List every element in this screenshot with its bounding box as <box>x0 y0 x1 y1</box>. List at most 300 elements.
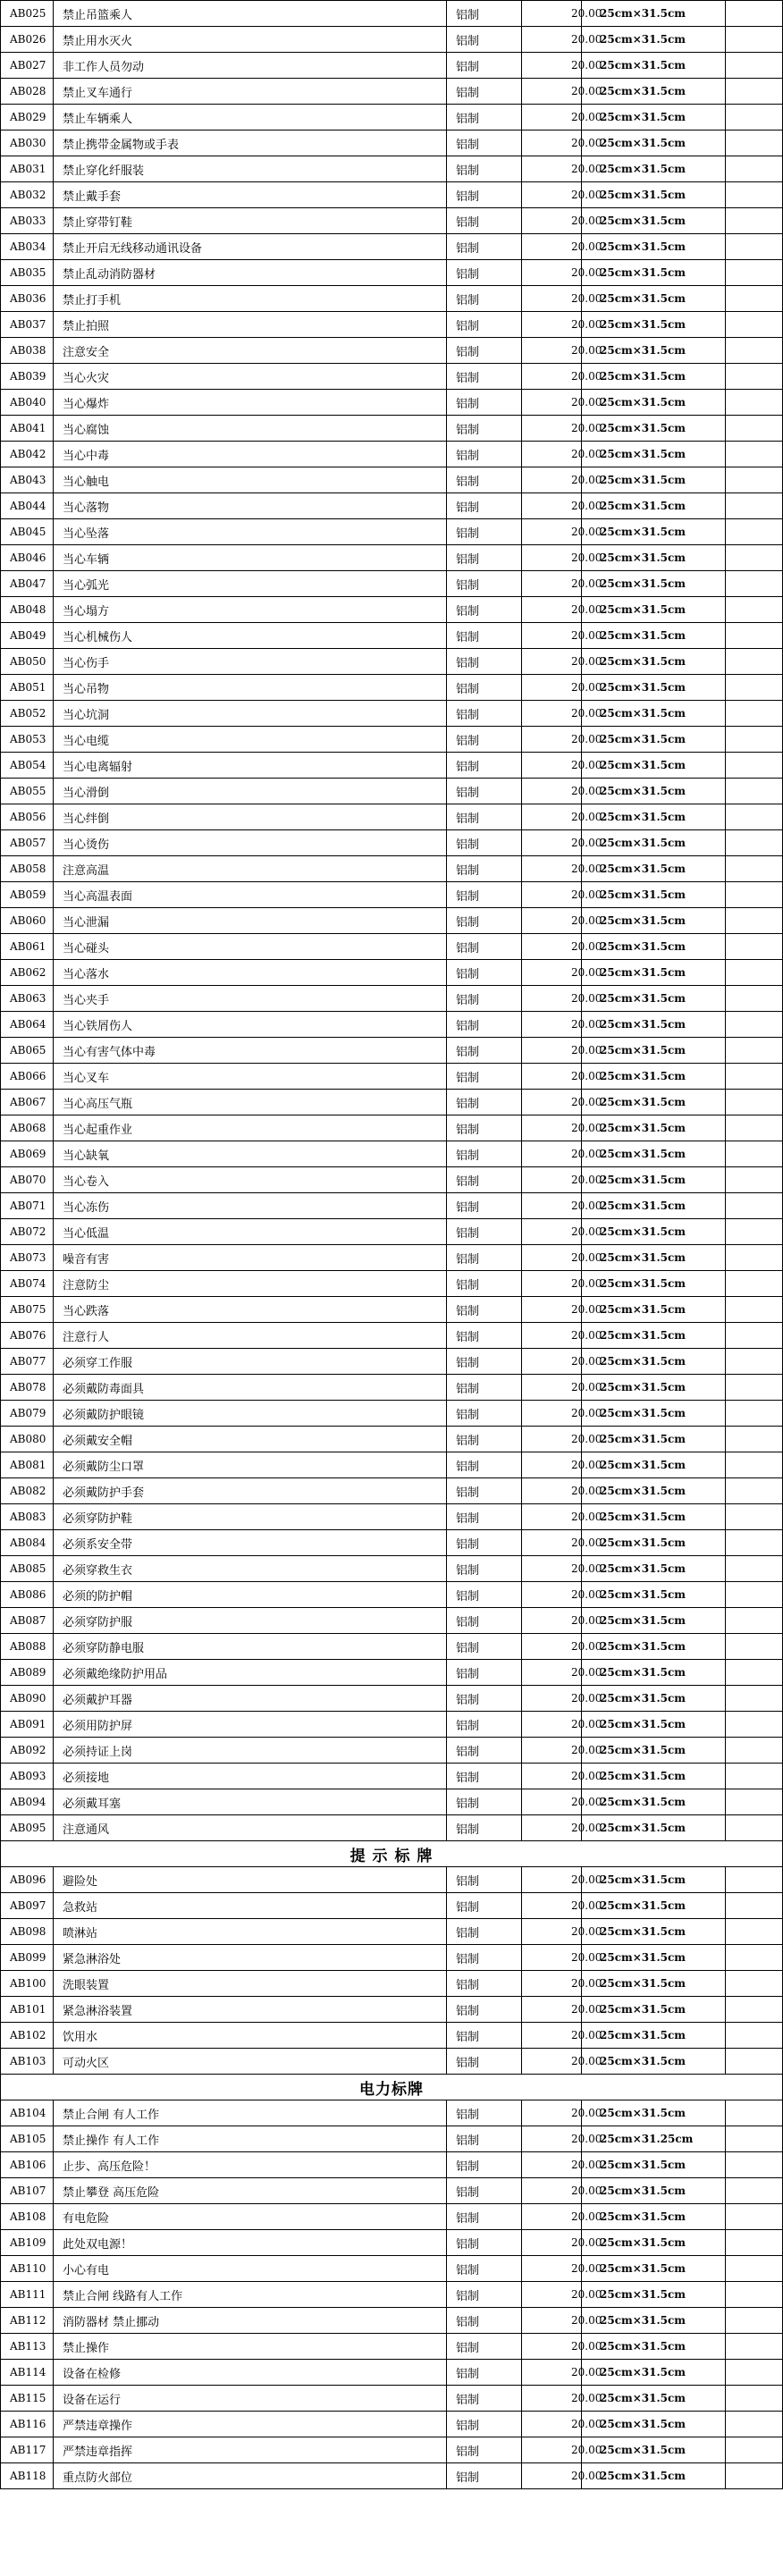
material-cell: 铝制 <box>447 1582 522 1608</box>
price-cell: 20.00 <box>522 130 582 156</box>
size-cell: 25cm×31.5cm <box>582 753 726 779</box>
blank-cell <box>726 1608 783 1634</box>
table-row <box>1 1297 783 1323</box>
price-cell: 20.00 <box>522 493 582 519</box>
price-cell: 20.00 <box>522 1789 582 1815</box>
material-cell: 铝制 <box>447 416 522 442</box>
blank-cell <box>726 1712 783 1738</box>
size-cell: 25cm×31.5cm <box>582 908 726 934</box>
item-code-cell: AB076 <box>1 1323 54 1349</box>
item-code-cell: AB113 <box>1 2334 54 2360</box>
material-cell: 铝制 <box>447 2256 522 2282</box>
blank-cell <box>726 1115 783 1141</box>
material-cell: 铝制 <box>447 1919 522 1945</box>
material-cell: 铝制 <box>447 1530 522 1556</box>
size-cell: 25cm×31.5cm <box>582 1297 726 1323</box>
blank-cell <box>726 753 783 779</box>
table-row <box>1 2256 783 2282</box>
table-row <box>1 1012 783 1038</box>
table-row <box>1 1556 783 1582</box>
material-cell: 铝制 <box>447 1712 522 1738</box>
blank-cell <box>726 2152 783 2178</box>
item-name-cell: 禁止操作 <box>54 2334 447 2360</box>
size-cell: 25cm×31.5cm <box>582 1997 726 2023</box>
blank-cell <box>726 519 783 545</box>
blank-cell <box>726 2360 783 2386</box>
size-cell: 25cm×31.5cm <box>582 1167 726 1193</box>
item-code-cell: AB030 <box>1 130 54 156</box>
price-cell: 20.00 <box>522 1064 582 1090</box>
price-cell: 20.00 <box>522 442 582 467</box>
table-row <box>1 416 783 442</box>
price-cell: 20.00 <box>522 1738 582 1764</box>
material-cell: 铝制 <box>447 1349 522 1375</box>
blank-cell <box>726 1245 783 1271</box>
table-row <box>1 2412 783 2437</box>
price-cell: 20.00 <box>522 571 582 597</box>
item-name-cell: 必须接地 <box>54 1764 447 1789</box>
price-cell: 20.00 <box>522 1012 582 1038</box>
item-name-cell: 可动火区 <box>54 2049 447 2075</box>
item-code-cell: AB103 <box>1 2049 54 2075</box>
item-name-cell: 当心绊倒 <box>54 804 447 830</box>
table-row <box>1 1090 783 1115</box>
size-cell: 25cm×31.5cm <box>582 260 726 286</box>
material-cell: 铝制 <box>447 2178 522 2204</box>
blank-cell <box>726 53 783 79</box>
blank-cell <box>726 727 783 753</box>
price-cell: 20.00 <box>522 1582 582 1608</box>
price-cell: 20.00 <box>522 79 582 105</box>
item-name-cell: 当心碰头 <box>54 934 447 960</box>
size-cell: 25cm×31.5cm <box>582 649 726 675</box>
size-cell: 25cm×31.5cm <box>582 1634 726 1660</box>
item-code-cell: AB088 <box>1 1634 54 1660</box>
size-cell: 25cm×31.5cm <box>582 1452 726 1478</box>
blank-cell <box>726 1945 783 1971</box>
item-code-cell: AB054 <box>1 753 54 779</box>
price-cell: 20.00 <box>522 416 582 442</box>
table-row <box>1 1271 783 1297</box>
item-name-cell: 严禁违章操作 <box>54 2412 447 2437</box>
material-cell: 铝制 <box>447 1012 522 1038</box>
material-cell: 铝制 <box>447 2023 522 2049</box>
item-name-cell: 当心机械伤人 <box>54 623 447 649</box>
table-row <box>1 1764 783 1789</box>
size-cell: 25cm×31.5cm <box>582 1686 726 1712</box>
price-cell: 20.00 <box>522 2386 582 2412</box>
price-cell: 20.00 <box>522 1608 582 1634</box>
price-cell: 20.00 <box>522 545 582 571</box>
price-cell: 20.00 <box>522 208 582 234</box>
material-cell: 铝制 <box>447 1064 522 1090</box>
item-name-cell: 紧急淋浴装置 <box>54 1997 447 2023</box>
material-cell: 铝制 <box>447 53 522 79</box>
size-cell: 25cm×31.5cm <box>582 519 726 545</box>
item-name-cell: 必须戴防护眼镜 <box>54 1401 447 1427</box>
price-cell: 20.00 <box>522 1038 582 1064</box>
item-name-cell: 当心有害气体中毒 <box>54 1038 447 1064</box>
blank-cell <box>726 804 783 830</box>
price-cell: 20.00 <box>522 1452 582 1478</box>
price-cell: 20.00 <box>522 1245 582 1271</box>
item-code-cell: AB069 <box>1 1141 54 1167</box>
table-row <box>1 1245 783 1271</box>
material-cell: 铝制 <box>447 1038 522 1064</box>
material-cell: 铝制 <box>447 623 522 649</box>
table-row <box>1 2282 783 2308</box>
price-cell: 20.00 <box>522 27 582 53</box>
table-row <box>1 2152 783 2178</box>
price-cell: 20.00 <box>522 2334 582 2360</box>
size-cell: 25cm×31.5cm <box>582 545 726 571</box>
item-name-cell: 当心跌落 <box>54 1297 447 1323</box>
material-cell: 铝制 <box>447 1660 522 1686</box>
item-code-cell: AB038 <box>1 338 54 364</box>
item-code-cell: AB043 <box>1 467 54 493</box>
material-cell: 铝制 <box>447 1789 522 1815</box>
item-code-cell: AB077 <box>1 1349 54 1375</box>
item-code-cell: AB071 <box>1 1193 54 1219</box>
size-cell: 25cm×31.5cm <box>582 1115 726 1141</box>
size-cell: 25cm×31.5cm <box>582 1738 726 1764</box>
blank-cell <box>726 2437 783 2463</box>
price-cell: 20.00 <box>522 2282 582 2308</box>
price-cell: 20.00 <box>522 2308 582 2334</box>
blank-cell <box>726 1634 783 1660</box>
size-cell: 25cm×31.5cm <box>582 53 726 79</box>
material-cell: 铝制 <box>447 2386 522 2412</box>
material-cell: 铝制 <box>447 1608 522 1634</box>
blank-cell <box>726 1090 783 1115</box>
material-cell: 铝制 <box>447 1297 522 1323</box>
material-cell: 铝制 <box>447 1271 522 1297</box>
item-code-cell: AB031 <box>1 156 54 182</box>
table-row <box>1 545 783 571</box>
item-name-cell: 当心夹手 <box>54 986 447 1012</box>
item-name-cell: 当心塌方 <box>54 597 447 623</box>
item-code-cell: AB049 <box>1 623 54 649</box>
size-cell: 25cm×31.5cm <box>582 442 726 467</box>
material-cell: 铝制 <box>447 1893 522 1919</box>
size-cell: 25cm×31.5cm <box>582 1245 726 1271</box>
item-code-cell: AB112 <box>1 2308 54 2334</box>
price-cell: 20.00 <box>522 1401 582 1427</box>
table-row <box>1 1608 783 1634</box>
item-name-cell: 止步、高压危险！ <box>54 2152 447 2178</box>
item-name-cell: 设备在检修 <box>54 2360 447 2386</box>
blank-cell <box>726 623 783 649</box>
item-code-cell: AB090 <box>1 1686 54 1712</box>
blank-cell <box>726 1375 783 1401</box>
size-cell: 25cm×31.5cm <box>582 416 726 442</box>
blank-cell <box>726 649 783 675</box>
table-row <box>1 1167 783 1193</box>
blank-cell <box>726 1997 783 2023</box>
item-name-cell: 当心电离辐射 <box>54 753 447 779</box>
size-cell: 25cm×31.5cm <box>582 1919 726 1945</box>
item-code-cell: AB035 <box>1 260 54 286</box>
table-row <box>1 1867 783 1893</box>
item-code-cell: AB053 <box>1 727 54 753</box>
item-name-cell: 必须戴护耳器 <box>54 1686 447 1712</box>
material-cell: 铝制 <box>447 519 522 545</box>
table-row <box>1 390 783 416</box>
item-name-cell: 禁止合闸 有人工作 <box>54 2100 447 2126</box>
material-cell: 铝制 <box>447 27 522 53</box>
item-code-cell: AB104 <box>1 2100 54 2126</box>
item-code-cell: AB079 <box>1 1401 54 1427</box>
material-cell: 铝制 <box>447 1141 522 1167</box>
section-title: 提 示 标 牌 <box>1 1841 783 1867</box>
size-cell: 25cm×31.5cm <box>582 727 726 753</box>
price-cell: 20.00 <box>522 1815 582 1841</box>
size-cell: 25cm×31.5cm <box>582 1764 726 1789</box>
size-cell: 25cm×31.5cm <box>582 105 726 130</box>
price-cell: 20.00 <box>522 1427 582 1452</box>
blank-cell <box>726 1582 783 1608</box>
price-cell: 20.00 <box>522 390 582 416</box>
blank-cell <box>726 1401 783 1427</box>
table-row <box>1 1945 783 1971</box>
material-cell: 铝制 <box>447 1556 522 1582</box>
table-row <box>1 364 783 390</box>
price-cell: 20.00 <box>522 779 582 804</box>
size-cell: 25cm×31.5cm <box>582 779 726 804</box>
item-code-cell: AB111 <box>1 2282 54 2308</box>
item-code-cell: AB106 <box>1 2152 54 2178</box>
blank-cell <box>726 1919 783 1945</box>
table-row <box>1 2204 783 2230</box>
table-row <box>1 960 783 986</box>
size-cell: 25cm×31.5cm <box>582 2178 726 2204</box>
item-code-cell: AB072 <box>1 1219 54 1245</box>
item-name-cell: 洗眼装置 <box>54 1971 447 1997</box>
item-code-cell: AB051 <box>1 675 54 701</box>
item-code-cell: AB026 <box>1 27 54 53</box>
item-name-cell: 当心高压气瓶 <box>54 1090 447 1115</box>
table-row <box>1 1582 783 1608</box>
item-code-cell: AB047 <box>1 571 54 597</box>
size-cell: 25cm×31.5cm <box>582 182 726 208</box>
size-cell: 25cm×31.5cm <box>582 882 726 908</box>
item-code-cell: AB044 <box>1 493 54 519</box>
item-name-cell: 当心坑洞 <box>54 701 447 727</box>
blank-cell <box>726 1893 783 1919</box>
item-name-cell: 必须穿防静电服 <box>54 1634 447 1660</box>
item-name-cell: 禁止乱动消防器材 <box>54 260 447 286</box>
blank-cell <box>726 2334 783 2360</box>
price-cell: 20.00 <box>522 2100 582 2126</box>
item-name-cell: 当心坠落 <box>54 519 447 545</box>
size-cell: 25cm×31.5cm <box>582 1660 726 1686</box>
table-row <box>1 856 783 882</box>
blank-cell <box>726 234 783 260</box>
price-cell: 20.00 <box>522 1219 582 1245</box>
item-name-cell: 当心落水 <box>54 960 447 986</box>
blank-cell <box>726 1427 783 1452</box>
material-cell: 铝制 <box>447 1945 522 1971</box>
item-name-cell: 紧急淋浴处 <box>54 1945 447 1971</box>
table-row <box>1 312 783 338</box>
table-row <box>1 130 783 156</box>
price-cell: 20.00 <box>522 856 582 882</box>
blank-cell <box>726 1556 783 1582</box>
price-cell: 20.00 <box>522 2463 582 2489</box>
table-row <box>1 701 783 727</box>
item-name-cell: 禁止穿化纤服装 <box>54 156 447 182</box>
item-code-cell: AB060 <box>1 908 54 934</box>
material-cell: 铝制 <box>447 1971 522 1997</box>
table-row <box>1 1634 783 1660</box>
table-row <box>1 338 783 364</box>
item-code-cell: AB102 <box>1 2023 54 2049</box>
price-cell: 20.00 <box>522 675 582 701</box>
item-code-cell: AB041 <box>1 416 54 442</box>
blank-cell <box>726 1297 783 1323</box>
price-cell: 20.00 <box>522 156 582 182</box>
price-cell: 20.00 <box>522 1 582 27</box>
material-cell: 铝制 <box>447 182 522 208</box>
price-cell: 20.00 <box>522 597 582 623</box>
price-cell: 20.00 <box>522 2204 582 2230</box>
blank-cell <box>726 286 783 312</box>
item-code-cell: AB084 <box>1 1530 54 1556</box>
item-code-cell: AB108 <box>1 2204 54 2230</box>
material-cell: 铝制 <box>447 960 522 986</box>
blank-cell <box>726 2126 783 2152</box>
section-title: 电力标牌 <box>1 2075 783 2100</box>
size-cell: 25cm×31.5cm <box>582 27 726 53</box>
item-code-cell: AB028 <box>1 79 54 105</box>
table-row <box>1 53 783 79</box>
table-row <box>1 727 783 753</box>
item-name-cell: 注意高温 <box>54 856 447 882</box>
material-cell: 铝制 <box>447 1738 522 1764</box>
price-cell: 20.00 <box>522 182 582 208</box>
item-code-cell: AB066 <box>1 1064 54 1090</box>
item-name-cell: 消防器材 禁止挪动 <box>54 2308 447 2334</box>
price-cell: 20.00 <box>522 1141 582 1167</box>
material-cell: 铝制 <box>447 727 522 753</box>
size-cell: 25cm×31.5cm <box>582 2463 726 2489</box>
blank-cell <box>726 1038 783 1064</box>
item-name-cell: 避险处 <box>54 1867 447 1893</box>
table-row <box>1 1789 783 1815</box>
material-cell: 铝制 <box>447 1193 522 1219</box>
size-cell: 25cm×31.5cm <box>582 2204 726 2230</box>
size-cell: 25cm×31.5cm <box>582 493 726 519</box>
size-cell: 25cm×31.5cm <box>582 571 726 597</box>
item-name-cell: 此处双电源！ <box>54 2230 447 2256</box>
size-cell: 25cm×31.5cm <box>582 1867 726 1893</box>
material-cell: 铝制 <box>447 2100 522 2126</box>
item-code-cell: AB082 <box>1 1478 54 1504</box>
item-code-cell: AB085 <box>1 1556 54 1582</box>
item-code-cell: AB052 <box>1 701 54 727</box>
item-name-cell: 必须戴防毒面具 <box>54 1375 447 1401</box>
item-code-cell: AB025 <box>1 1 54 27</box>
material-cell: 铝制 <box>447 2308 522 2334</box>
item-name-cell: 必须戴耳塞 <box>54 1789 447 1815</box>
price-cell: 20.00 <box>522 1893 582 1919</box>
item-code-cell: AB116 <box>1 2412 54 2437</box>
blank-cell <box>726 182 783 208</box>
table-row <box>1 1 783 27</box>
item-code-cell: AB064 <box>1 1012 54 1038</box>
price-cell: 20.00 <box>522 1971 582 1997</box>
material-cell: 铝制 <box>447 830 522 856</box>
item-name-cell: 当心中毒 <box>54 442 447 467</box>
table-row <box>1 649 783 675</box>
item-name-cell: 禁止用水灭火 <box>54 27 447 53</box>
size-cell: 25cm×31.5cm <box>582 1012 726 1038</box>
material-cell: 铝制 <box>447 1764 522 1789</box>
table-row <box>1 908 783 934</box>
material-cell: 铝制 <box>447 312 522 338</box>
material-cell: 铝制 <box>447 2463 522 2489</box>
item-name-cell: 必须系安全带 <box>54 1530 447 1556</box>
table-row <box>1 79 783 105</box>
item-code-cell: AB045 <box>1 519 54 545</box>
price-cell: 20.00 <box>522 2178 582 2204</box>
size-cell: 25cm×31.5cm <box>582 2152 726 2178</box>
blank-cell <box>726 2230 783 2256</box>
blank-cell <box>726 27 783 53</box>
size-cell: 25cm×31.5cm <box>582 1504 726 1530</box>
table-row <box>1 1219 783 1245</box>
material-cell: 铝制 <box>447 260 522 286</box>
price-cell: 20.00 <box>522 1634 582 1660</box>
price-cell: 20.00 <box>522 623 582 649</box>
price-cell: 20.00 <box>522 364 582 390</box>
table-row <box>1 286 783 312</box>
blank-cell <box>726 156 783 182</box>
size-cell: 25cm×31.5cm <box>582 1478 726 1504</box>
material-cell: 铝制 <box>447 105 522 130</box>
item-code-cell: AB033 <box>1 208 54 234</box>
item-name-cell: 禁止开启无线移动通讯设备 <box>54 234 447 260</box>
item-code-cell: AB042 <box>1 442 54 467</box>
table-row <box>1 1893 783 1919</box>
blank-cell <box>726 934 783 960</box>
price-cell: 20.00 <box>522 1867 582 1893</box>
size-cell: 25cm×31.5cm <box>582 1530 726 1556</box>
size-cell: 25cm×31.5cm <box>582 364 726 390</box>
blank-cell <box>726 856 783 882</box>
item-name-cell: 当心冻伤 <box>54 1193 447 1219</box>
table-row <box>1 882 783 908</box>
blank-cell <box>726 1504 783 1530</box>
blank-cell <box>726 1219 783 1245</box>
table-row <box>1 934 783 960</box>
size-cell: 25cm×31.5cm <box>582 1582 726 1608</box>
material-cell: 铝制 <box>447 1867 522 1893</box>
size-cell: 25cm×31.5cm <box>582 675 726 701</box>
item-name-cell: 当心车辆 <box>54 545 447 571</box>
price-cell: 20.00 <box>522 1530 582 1556</box>
price-table-body <box>1 1 783 2489</box>
size-cell: 25cm×31.25cm <box>582 2126 726 2152</box>
item-name-cell: 必须穿工作服 <box>54 1349 447 1375</box>
blank-cell <box>726 1867 783 1893</box>
size-cell: 25cm×31.5cm <box>582 312 726 338</box>
blank-cell <box>726 467 783 493</box>
blank-cell <box>726 1141 783 1167</box>
item-name-cell: 重点防火部位 <box>54 2463 447 2489</box>
table-row <box>1 2360 783 2386</box>
blank-cell <box>726 1764 783 1789</box>
